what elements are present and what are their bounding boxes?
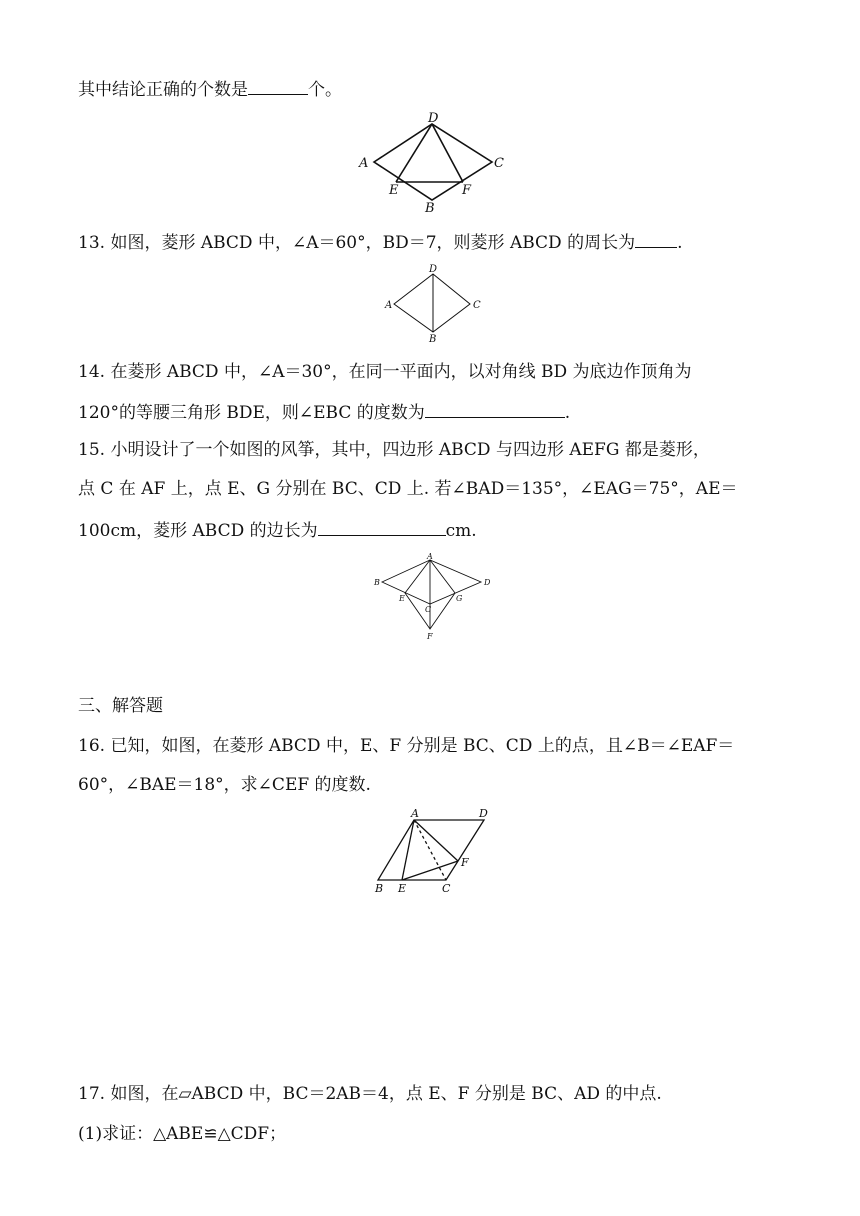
fig12-label-C: C [494, 156, 504, 171]
fig16-segment-AF [414, 820, 458, 861]
q14-line-1: 14. 在菱形 ABCD 中，∠A＝30°，在同一平面内，以对角线 BD 为底边作顶角为 [78, 362, 692, 382]
q14-text-before: 120°的等腰三角形 BDE，则∠EBC 的度数为 [78, 403, 425, 423]
fig15-label-F: F [427, 632, 433, 641]
fig13-label-B: B [429, 334, 437, 344]
fig16-rhombus-outline [378, 820, 484, 880]
q17-line-2: (1)求证：△ABE≌△CDF； [78, 1124, 287, 1144]
fig13-label-C: C [473, 300, 481, 311]
q12-tail-line [78, 76, 342, 102]
q13-line [78, 229, 683, 255]
q12-text-after: 个。 [308, 80, 342, 100]
fig12-segment-DF [432, 124, 463, 182]
fig12-label-D: D [428, 112, 439, 126]
q15-line-1: 15. 小明设计了一个如图的风筝，其中，四边形 ABCD 与四边形 AEFG 都是菱形， [78, 440, 710, 460]
q15-text-after: cm. [445, 521, 477, 541]
q14-answer-blank[interactable] [425, 399, 565, 418]
q17-line-1: 17. 如图，在▱ABCD 中，BC＝2AB＝4，点 E、F 分别是 BC、AD 的中点. [78, 1084, 662, 1104]
fig16-label-D: D [479, 807, 488, 820]
q13-text-before: 13. 如图，菱形 ABCD 中，∠A＝60°，BD＝7，则菱形 ABCD 的周长为 [78, 233, 636, 253]
fig16-label-A: A [411, 807, 419, 820]
q12-answer-blank[interactable] [248, 76, 308, 95]
q14-line-2 [78, 399, 570, 425]
q16-line-2: 60°，∠BAE＝18°，求∠CEF 的度数. [78, 775, 371, 795]
fig12-label-A: A [359, 156, 369, 171]
fig12-label-F: F [462, 183, 472, 198]
fig16-label-F: F [461, 856, 469, 869]
fig15-rhombus-ABCD [382, 560, 481, 604]
fig13-label-A: A [385, 300, 393, 311]
fig16-label-B: B [375, 882, 384, 895]
figure-12 [352, 112, 512, 216]
fig15-label-G: G [456, 594, 463, 603]
fig15-label-D: D [484, 578, 491, 587]
q13-text-after: . [677, 233, 683, 253]
figure-16 [368, 806, 510, 898]
q15-line-2: 点 C 在 AF 上，点 E、G 分别在 BC、CD 上. 若∠BAD＝135°，∠EAG＝75°，AE＝ [78, 479, 738, 499]
q14-text-after: . [564, 403, 571, 423]
fig15-label-B: B [374, 578, 380, 587]
fig15-label-A: A [427, 552, 433, 561]
q13-answer-blank[interactable] [635, 229, 677, 248]
q16-line-1: 16. 已知，如图，在菱形 ABCD 中，E、F 分别是 BC、CD 上的点，且∠B＝∠EAF＝ [78, 736, 735, 756]
fig16-segment-EF [402, 861, 458, 880]
fig16-label-C: C [442, 882, 451, 895]
figure-13 [382, 262, 486, 344]
q15-answer-blank[interactable] [318, 517, 446, 536]
q15-text-before: 100cm，菱形 ABCD 的边长为 [78, 521, 318, 541]
fig15-label-C: C [425, 605, 432, 614]
section-3-title: 三、解答题 [78, 696, 163, 716]
fig12-label-B: B [425, 201, 435, 216]
fig12-segment-DE [396, 124, 432, 182]
fig12-label-E: E [389, 183, 399, 198]
q12-text-before: 其中结论正确的个数是 [78, 80, 248, 100]
figure-15 [368, 552, 498, 644]
fig15-label-E: E [399, 594, 405, 603]
fig16-label-E: E [398, 882, 407, 895]
fig13-rhombus-outline [394, 274, 470, 332]
fig13-label-D: D [429, 264, 438, 275]
q15-line-3 [78, 517, 477, 543]
